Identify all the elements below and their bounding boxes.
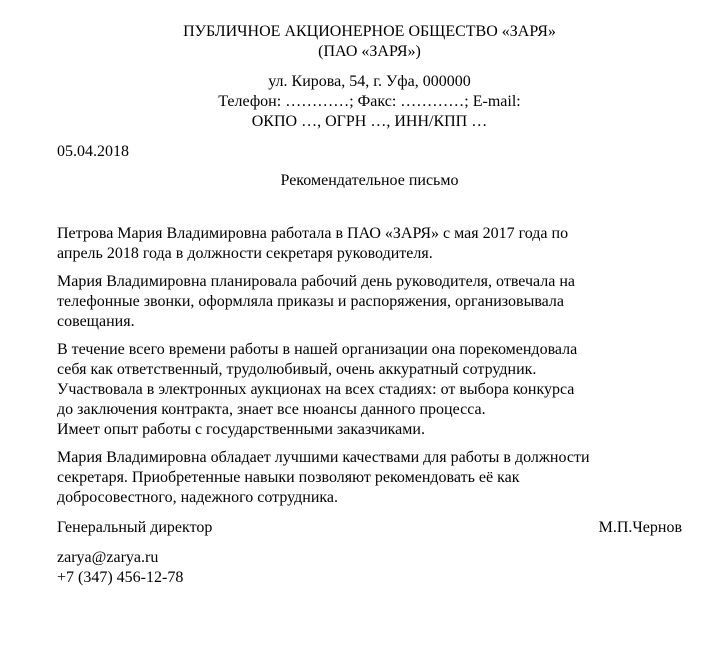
paragraph-line: Имеет опыт работы с государственными заказчиками. <box>57 421 425 438</box>
paragraph-line: апрель 2018 года в должности секретаря руководителя. <box>57 245 433 262</box>
paragraph-duties <box>57 272 682 332</box>
paragraph-line: совещания. <box>57 313 135 330</box>
org-name: ПУБЛИЧНОЕ АКЦИОНЕРНОЕ ОБЩЕСТВО «ЗАРЯ» <box>183 23 556 40</box>
paragraph-line: добросовестного, надежного сотрудника. <box>57 489 339 506</box>
paragraph-line: Мария Владимировна обладает лучшими качествами для работы в должности <box>57 449 590 466</box>
letter-date: 05.04.2018 <box>57 143 129 160</box>
org-contacts: Телефон: …………; Факс: …………; E-mail: <box>218 93 521 110</box>
paragraph-line: секретаря. Приобретенные навыки позволяют рекомендовать её как <box>57 469 520 486</box>
signature-block <box>57 518 682 538</box>
footer-phone: +7 (347) 456-12-78 <box>57 569 184 586</box>
paragraph-qualities <box>57 340 682 440</box>
paragraph-line: Мария Владимировна планировала рабочий день руководителя, отвечала на <box>57 273 576 290</box>
footer-contacts <box>57 548 682 588</box>
paragraph-line: до заключения контракта, знает все нюансы данного процесса. <box>57 401 486 418</box>
org-address: ул. Кирова, 54, г. Уфа, 000000 <box>268 73 471 90</box>
letter-page <box>57 22 682 588</box>
paragraph-line: Петрова Мария Владимировна работала в ПАО «ЗАРЯ» с мая 2017 года по <box>57 225 569 242</box>
signer-name: М.П.Чернов <box>598 519 682 536</box>
letter-title: Рекомендательное письмо <box>280 172 459 189</box>
paragraph-line: Участвовала в электронных аукционах на всех стадиях: от выбора конкурса <box>57 381 575 398</box>
paragraph-line: В течение всего времени работы в нашей организации она порекомендовала <box>57 341 578 358</box>
paragraph-line: телефонные звонки, оформляла приказы и распоряжения, организовывала <box>57 293 564 310</box>
org-registry-codes: ОКПО …, ОГРН …, ИНН/КПП … <box>251 113 488 130</box>
paragraph-employment <box>57 224 682 264</box>
org-short-name: (ПАО «ЗАРЯ») <box>318 43 421 60</box>
paragraph-line: себя как ответственный, трудолюбивый, очень аккуратный сотрудник. <box>57 361 537 378</box>
org-details <box>57 72 682 132</box>
signer-position: Генеральный директор <box>57 519 213 536</box>
footer-email: zarya@zarya.ru <box>57 549 159 566</box>
letter-header <box>57 22 682 132</box>
paragraph-recommendation <box>57 448 682 508</box>
